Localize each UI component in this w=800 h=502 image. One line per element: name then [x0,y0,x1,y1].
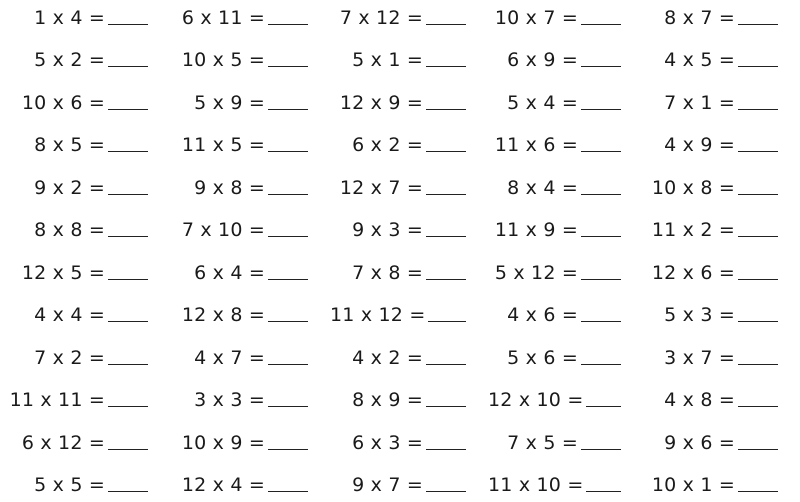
answer-blank[interactable] [268,150,308,152]
problem-cell [0,77,170,120]
answer-blank[interactable] [586,490,621,492]
answer-blank[interactable] [108,65,148,67]
answer-blank[interactable] [268,405,308,407]
answer-blank[interactable] [108,235,148,237]
problem-cell [0,460,170,502]
problem-expression: 11 x 2 = [652,219,735,241]
problem-expression: 3 x 7 = [664,347,735,369]
problem-expression: 12 x 4 = [182,474,265,496]
problem-cell [643,375,800,418]
problem-cell [643,290,800,333]
problem-expression: 6 x 4 = [194,262,265,284]
problem-cell [170,120,330,163]
answer-blank[interactable] [426,65,466,67]
problem-cell [488,205,643,248]
answer-blank[interactable] [426,193,466,195]
problem-cell [330,0,488,35]
answer-blank[interactable] [586,405,621,407]
answer-blank[interactable] [268,448,308,450]
answer-blank[interactable] [426,108,466,110]
answer-blank[interactable] [426,278,466,280]
answer-blank[interactable] [108,150,148,152]
problem-expression: 10 x 1 = [652,474,735,496]
problem-cell [488,417,643,460]
answer-blank[interactable] [108,108,148,110]
problem-expression: 5 x 4 = [507,92,578,114]
problem-expression: 7 x 8 = [352,262,423,284]
problem-expression: 4 x 9 = [664,134,735,156]
problem-expression: 10 x 6 = [22,92,105,114]
answer-blank[interactable] [108,490,148,492]
problem-expression: 10 x 5 = [182,49,265,71]
problem-cell [0,120,170,163]
answer-blank[interactable] [426,23,466,25]
answer-blank[interactable] [581,108,621,110]
answer-blank[interactable] [268,108,308,110]
answer-blank[interactable] [581,235,621,237]
problem-expression: 3 x 3 = [194,389,265,411]
problem-cell [330,77,488,120]
problem-expression: 8 x 8 = [34,219,105,241]
answer-blank[interactable] [108,363,148,365]
problem-cell [170,290,330,333]
problem-expression: 11 x 11 = [10,389,105,411]
answer-blank[interactable] [738,363,778,365]
problem-expression: 7 x 12 = [340,7,423,29]
answer-blank[interactable] [581,65,621,67]
problem-expression: 4 x 4 = [34,304,105,326]
problem-expression: 9 x 8 = [194,177,265,199]
problem-expression: 6 x 12 = [22,432,105,454]
problem-cell [0,375,170,418]
answer-blank[interactable] [108,320,148,322]
problem-cell [330,375,488,418]
answer-blank[interactable] [268,490,308,492]
problem-cell [170,205,330,248]
problem-expression: 9 x 6 = [664,432,735,454]
answer-blank[interactable] [581,320,621,322]
problem-cell [488,0,643,35]
problem-expression: 4 x 5 = [664,49,735,71]
problem-expression: 8 x 9 = [352,389,423,411]
answer-blank[interactable] [268,363,308,365]
problem-expression: 11 x 6 = [495,134,578,156]
problem-expression: 5 x 1 = [352,49,423,71]
problem-cell [170,460,330,502]
answer-blank[interactable] [581,278,621,280]
problem-cell [170,417,330,460]
problem-cell [330,417,488,460]
answer-blank[interactable] [108,193,148,195]
problem-cell [643,120,800,163]
problem-cell [0,35,170,78]
answer-blank[interactable] [581,193,621,195]
answer-blank[interactable] [738,23,778,25]
problem-expression: 10 x 9 = [182,432,265,454]
problem-cell [643,205,800,248]
problem-cell [0,332,170,375]
problem-expression: 6 x 11 = [182,7,265,29]
problem-cell [330,162,488,205]
problem-expression: 5 x 2 = [34,49,105,71]
problem-cell [488,247,643,290]
problem-cell [643,247,800,290]
problem-expression: 11 x 5 = [182,134,265,156]
answer-blank[interactable] [738,320,778,322]
problem-cell [488,375,643,418]
problem-cell [170,77,330,120]
answer-blank[interactable] [426,363,466,365]
answer-blank[interactable] [426,150,466,152]
problem-expression: 12 x 9 = [340,92,423,114]
answer-blank[interactable] [108,405,148,407]
answer-blank[interactable] [581,23,621,25]
problem-expression: 12 x 10 = [488,389,583,411]
problem-expression: 11 x 9 = [495,219,578,241]
answer-blank[interactable] [738,405,778,407]
answer-blank[interactable] [428,320,466,322]
problem-cell [170,162,330,205]
problem-cell [170,375,330,418]
problem-cell [170,247,330,290]
answer-blank[interactable] [426,235,466,237]
answer-blank[interactable] [108,23,148,25]
problem-cell [0,290,170,333]
problem-expression: 5 x 12 = [495,262,578,284]
problem-cell [488,332,643,375]
problem-expression: 9 x 7 = [352,474,423,496]
problem-cell [330,35,488,78]
problem-expression: 7 x 1 = [664,92,735,114]
problem-cell [643,35,800,78]
answer-blank[interactable] [108,448,148,450]
problem-cell [488,460,643,502]
problem-expression: 1 x 4 = [34,7,105,29]
problem-expression: 4 x 2 = [352,347,423,369]
answer-blank[interactable] [738,150,778,152]
answer-blank[interactable] [268,320,308,322]
problem-expression: 4 x 8 = [664,389,735,411]
answer-blank[interactable] [581,363,621,365]
problem-expression: 12 x 8 = [182,304,265,326]
problem-cell [0,417,170,460]
problem-cell [330,120,488,163]
problem-cell [330,332,488,375]
problem-cell [488,162,643,205]
problem-expression: 7 x 2 = [34,347,105,369]
problem-cell [170,35,330,78]
problem-cell [643,417,800,460]
problem-cell [330,247,488,290]
problem-cell [170,0,330,35]
problem-expression: 7 x 10 = [182,219,265,241]
problem-expression: 8 x 4 = [507,177,578,199]
answer-blank[interactable] [108,278,148,280]
problem-expression: 5 x 3 = [664,304,735,326]
answer-blank[interactable] [426,405,466,407]
problem-cell [488,77,643,120]
problem-cell [488,35,643,78]
answer-blank[interactable] [426,448,466,450]
problem-cell [0,247,170,290]
problem-expression: 6 x 9 = [507,49,578,71]
problem-cell [330,290,488,333]
answer-blank[interactable] [268,235,308,237]
problem-expression: 9 x 2 = [34,177,105,199]
problem-cell [0,0,170,35]
answer-blank[interactable] [268,193,308,195]
problem-expression: 6 x 3 = [352,432,423,454]
problem-cell [0,162,170,205]
answer-blank[interactable] [268,65,308,67]
problem-cell [170,332,330,375]
problem-cell [643,332,800,375]
problem-expression: 9 x 3 = [352,219,423,241]
answer-blank[interactable] [738,235,778,237]
answer-blank[interactable] [738,278,778,280]
problem-expression: 4 x 6 = [507,304,578,326]
problem-cell [643,162,800,205]
answer-blank[interactable] [426,490,466,492]
problem-cell [488,290,643,333]
answer-blank[interactable] [268,23,308,25]
answer-blank[interactable] [738,490,778,492]
problem-cell [488,120,643,163]
answer-blank[interactable] [581,150,621,152]
problem-expression: 5 x 9 = [194,92,265,114]
problem-cell [0,205,170,248]
problem-cell [643,77,800,120]
problem-cell [643,460,800,502]
problem-expression: 12 x 6 = [652,262,735,284]
problem-expression: 10 x 8 = [652,177,735,199]
answer-blank[interactable] [268,278,308,280]
problem-expression: 11 x 12 = [330,304,425,326]
problem-expression: 6 x 2 = [352,134,423,156]
problem-expression: 5 x 5 = [34,474,105,496]
problem-cell [330,460,488,502]
problem-cell [330,205,488,248]
problem-cell [643,0,800,35]
problem-expression: 8 x 7 = [664,7,735,29]
problem-expression: 4 x 7 = [194,347,265,369]
problem-expression: 12 x 7 = [340,177,423,199]
answer-blank[interactable] [581,448,621,450]
answer-blank[interactable] [738,448,778,450]
answer-blank[interactable] [738,193,778,195]
answer-blank[interactable] [738,65,778,67]
problem-expression: 11 x 10 = [488,474,583,496]
answer-blank[interactable] [738,108,778,110]
problem-expression: 10 x 7 = [495,7,578,29]
problem-expression: 8 x 5 = [34,134,105,156]
problem-expression: 5 x 6 = [507,347,578,369]
problem-expression: 7 x 5 = [507,432,578,454]
problem-expression: 12 x 5 = [22,262,105,284]
